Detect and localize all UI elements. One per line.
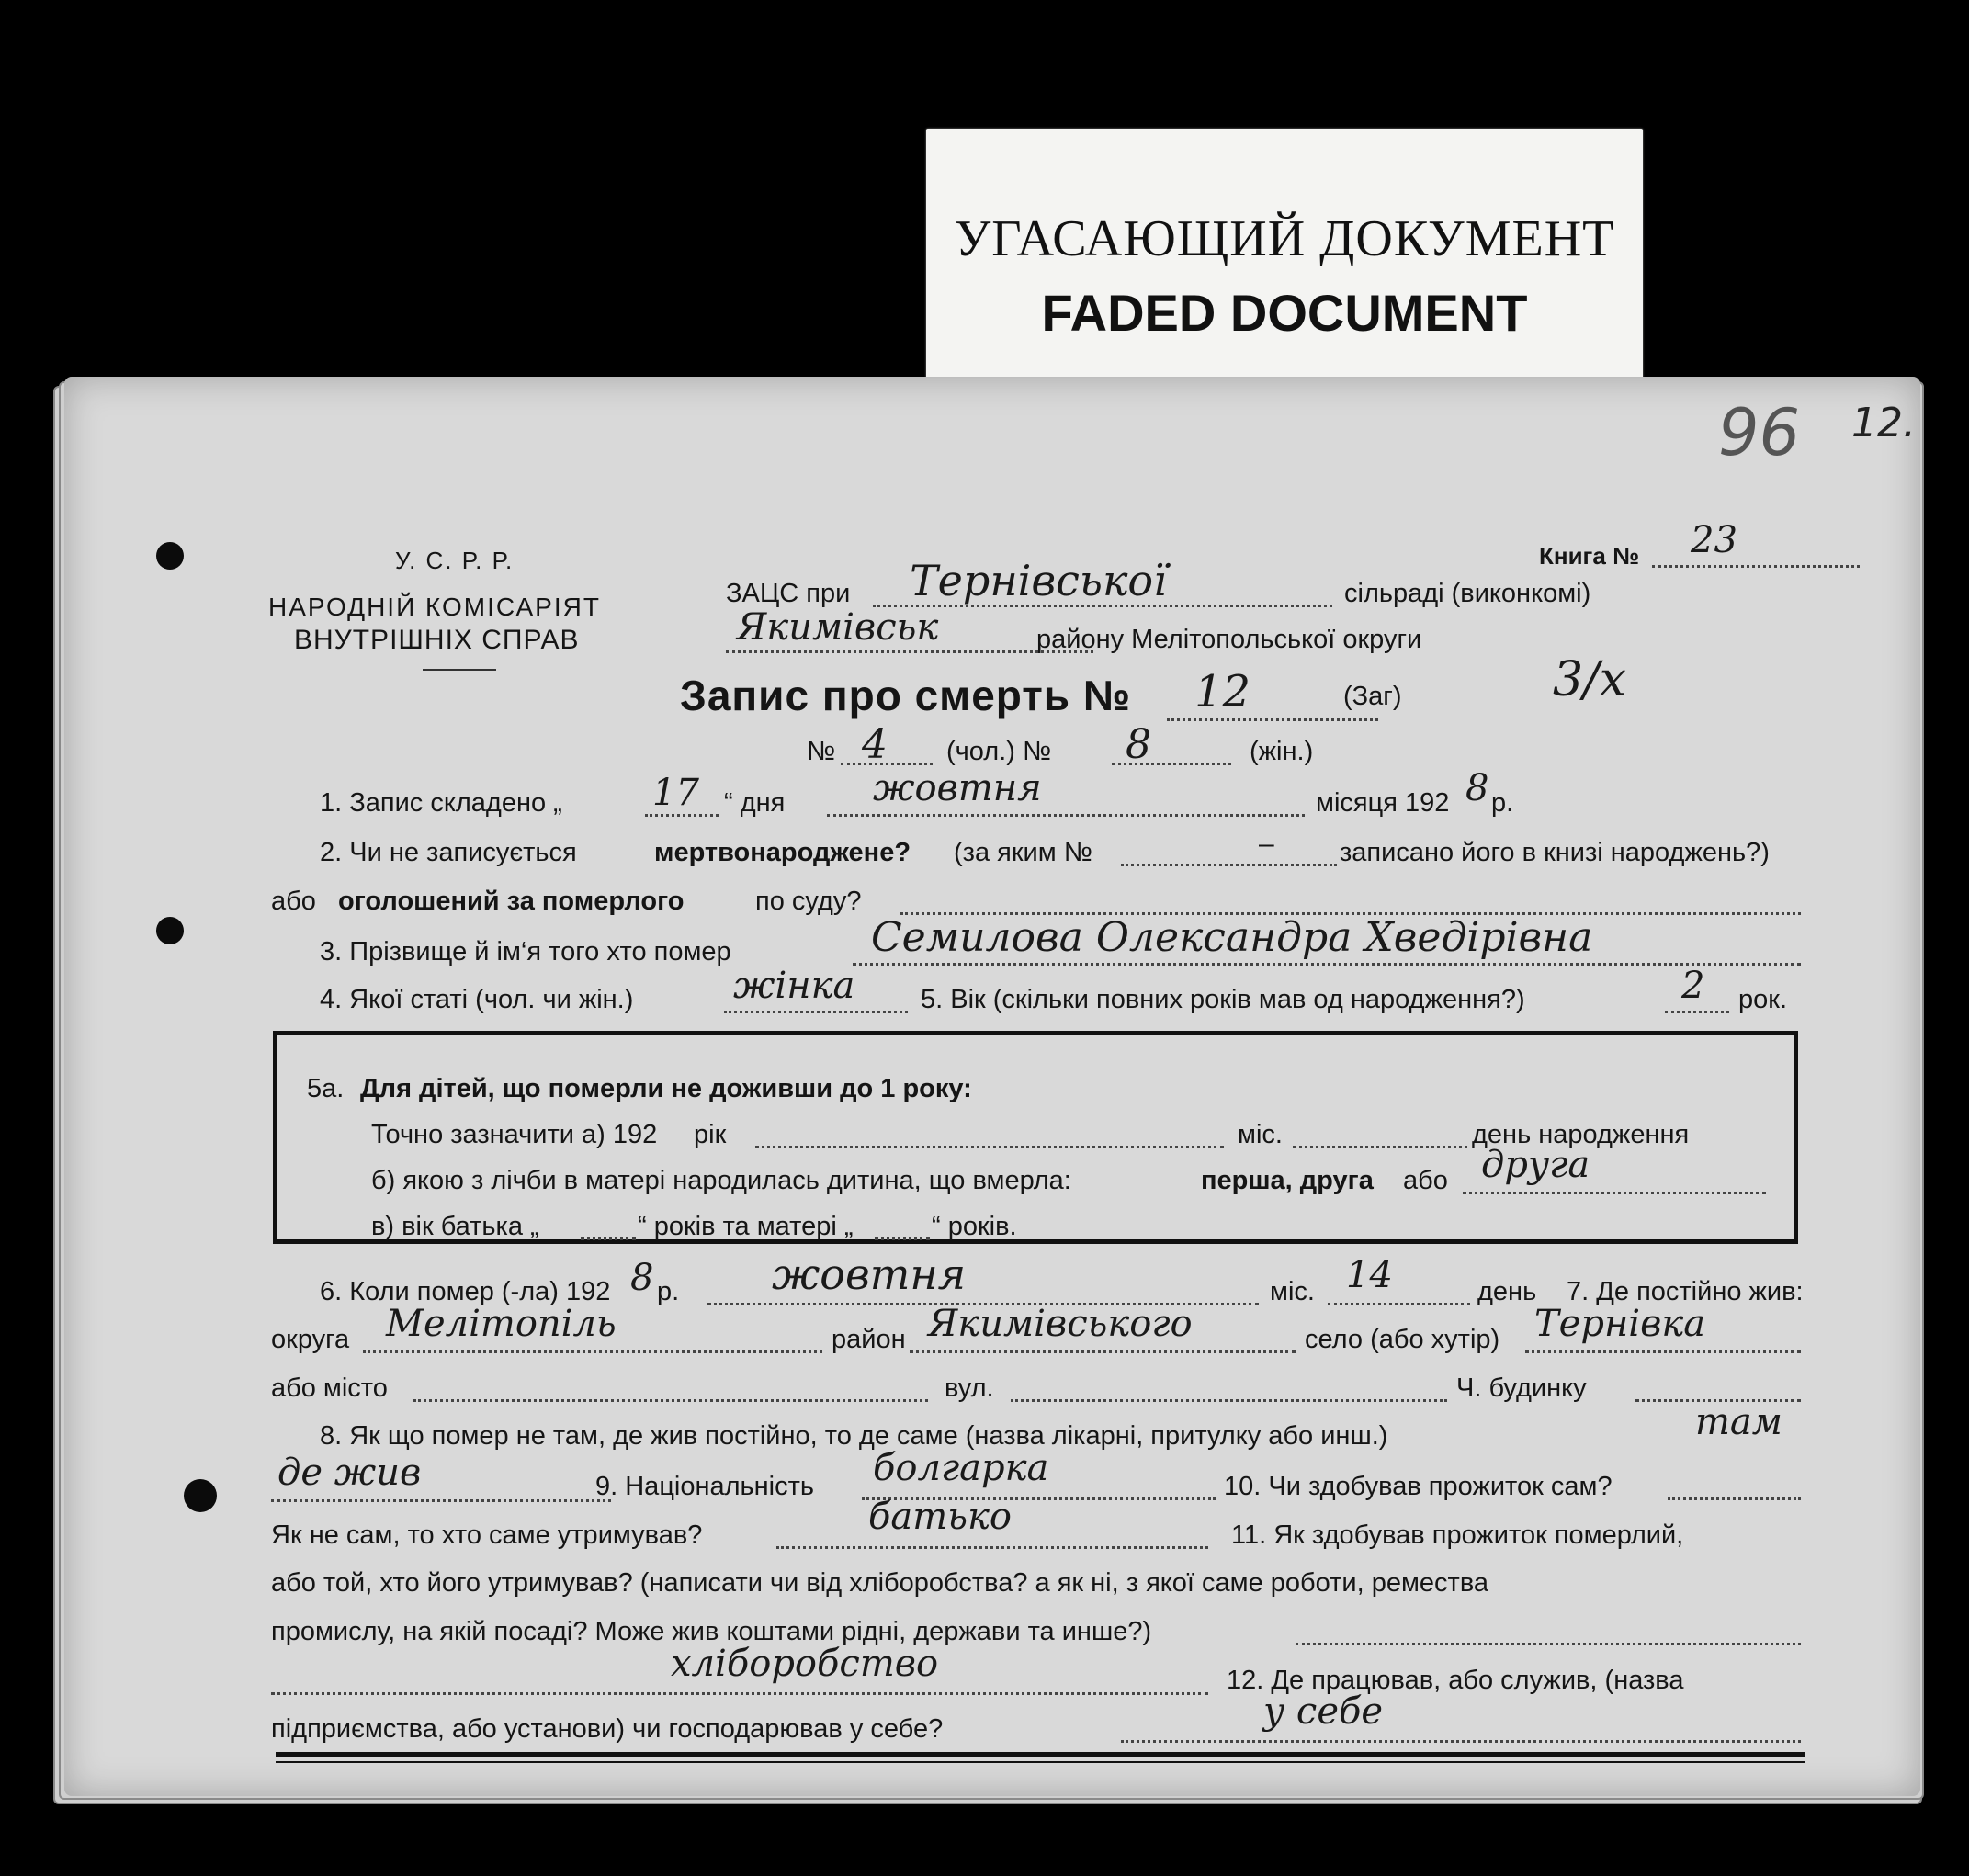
field12-label: 12. Де працював, або служив, (назва [1227, 1666, 1684, 1695]
label-english: FADED DOCUMENT [1041, 284, 1528, 342]
box-line-a-suffix: день народження [1472, 1120, 1690, 1149]
box-line-c-mid: “ років та матері „ [638, 1212, 854, 1241]
margin-note: 3/х [1553, 652, 1626, 707]
field3-value: Семилова Олександра Хведірівна [871, 914, 1593, 961]
female-number-value: 8 [1126, 721, 1151, 768]
field2b-bold: оголошений за померлого [338, 887, 685, 916]
death-record-sheet [64, 377, 1920, 1796]
punch-hole [156, 542, 184, 570]
male-number-value: 4 [862, 721, 888, 768]
zag-label: (Заг) [1343, 682, 1402, 711]
box-line-b-dots [1463, 1192, 1766, 1194]
field5-suffix: рок. [1738, 985, 1788, 1014]
commissariat-line1: НАРОДНІЙ КОМІСАРІЯТ [268, 593, 601, 621]
raion-value: Якимівськ [737, 606, 939, 649]
field6-mid2: міс. [1270, 1277, 1315, 1306]
box-line-b-mid: або [1403, 1166, 1448, 1195]
record-number-value: 12 [1194, 666, 1251, 718]
field11-dots1 [1296, 1643, 1801, 1645]
field6-prefix: 6. Коли помер (-ла) 192 [320, 1277, 611, 1306]
okruha-dots [363, 1350, 822, 1353]
selo-dots [1525, 1350, 1801, 1353]
children-under-one-box [273, 1031, 1798, 1244]
field11-line3: промислу, на якій посаді? Може жив коштами рідні, держави та инше?) [271, 1617, 1152, 1646]
field1-day-value: 17 [652, 772, 699, 814]
field4-label: 4. Якої статі (чол. чи жін.) [320, 985, 634, 1014]
field5-dots [1665, 1011, 1729, 1013]
field11-line2: або той, хто його утримував? (написати чи від хліборобства? а як ні, з якої саме роботи, ремества [271, 1568, 1489, 1598]
field6-day-value: 14 [1346, 1254, 1393, 1296]
raion2-value: Якимівського [928, 1303, 1193, 1345]
field2-mid: (за яким № [954, 838, 1092, 867]
field11-label: 11. Як здобував прожиток померлий, [1231, 1520, 1684, 1550]
male-number-label: № [807, 737, 836, 766]
misto-label: або місто [271, 1373, 388, 1403]
field8-value-a: там [1695, 1401, 1782, 1443]
field5-value: 2 [1681, 965, 1705, 1007]
commissariat-line2: ВНУТРІШНІХ СПРАВ [294, 625, 580, 655]
book-dots [1652, 565, 1860, 568]
field1-month-dots [827, 814, 1305, 817]
selo-label: село (або хутір) [1305, 1325, 1500, 1354]
raion2-dots [910, 1350, 1296, 1353]
box-line-a-prefix: Точно зазначити а) 192 [371, 1120, 658, 1149]
okruha-value: Мелітопіль [386, 1303, 617, 1345]
label-russian: УГАСАЮЩИЙ ДОКУМЕНТ [954, 210, 1615, 267]
field7-label: 7. Де постійно жив: [1567, 1277, 1804, 1306]
header-underline [423, 669, 496, 671]
field11-value: хліборобство [671, 1643, 939, 1685]
field4-value: жінка [733, 965, 855, 1007]
field8-value-b: де жив [277, 1452, 422, 1494]
field1-end: р. [1491, 788, 1514, 818]
selo-value: Тернівка [1534, 1303, 1706, 1345]
field1-day-dots [645, 814, 719, 817]
field11-dots2 [271, 1692, 1208, 1695]
field6-month-value: жовтня [772, 1249, 967, 1299]
box-line-a-dots1 [755, 1146, 1224, 1148]
field4-dots [724, 1011, 908, 1013]
pencil-folio-number: 96 [1718, 395, 1801, 470]
field1-mid: “ дня [724, 788, 786, 818]
budynok-label: Ч. будинку [1456, 1373, 1587, 1403]
misto-dots [413, 1399, 928, 1402]
book-label: Книга № [1539, 542, 1640, 570]
okruha-label: округа [271, 1325, 350, 1354]
box-line-b-prefix: б) якою з лічби в матері народилась дитина, що вмерла: [371, 1166, 1071, 1195]
male-number-suffix: (чол.) № [946, 737, 1052, 766]
field6-day-dots [1328, 1303, 1470, 1305]
field6-mid: р. [657, 1277, 680, 1306]
field8-label: 8. Як що помер не там, де жив постійно, то де саме (назва лікарні, притулку або инш.) [320, 1421, 1388, 1451]
punch-hole [184, 1479, 217, 1512]
box-line-c-suffix: “ років. [932, 1212, 1017, 1241]
field2-dash: – [1259, 829, 1274, 859]
field6-suffix: день [1477, 1277, 1537, 1306]
book-number-value: 23 [1691, 519, 1737, 561]
female-number-suffix: (жін.) [1250, 737, 1314, 766]
field9-label: 9. Національність [595, 1472, 815, 1501]
field1-suffix: місяця 192 [1316, 788, 1450, 818]
box-title: Для дітей, що померли не доживши до 1 року: [360, 1074, 972, 1103]
field2-bold: мертвонароджене? [654, 838, 911, 867]
box-line-c-dots2 [875, 1237, 930, 1240]
field9-value: болгарка [873, 1447, 1049, 1489]
vul-dots [1011, 1399, 1447, 1402]
field10b-label: Як не сам, то хто саме утримував? [271, 1520, 703, 1550]
title-dots [1167, 718, 1378, 721]
punch-hole [156, 917, 184, 944]
box-line-a-rik: рік [694, 1120, 727, 1149]
field10-dots [1668, 1497, 1801, 1500]
field2b-prefix: або [271, 887, 316, 916]
field5-label: 5. Вік (скільки повних років мав од народження?) [921, 985, 1525, 1014]
field6-year-value: 8 [630, 1257, 654, 1299]
field1-month-value: жовтня [873, 767, 1042, 809]
box-line-b-bold: перша, друга [1201, 1166, 1374, 1195]
zags-prefix: ЗАЦС при [726, 579, 851, 608]
pencil-page-number: 12. [1851, 400, 1916, 446]
bottom-rule-thick [276, 1752, 1805, 1757]
raion-label: район [832, 1325, 906, 1354]
field10b-value: батько [868, 1496, 1012, 1538]
bottom-rule-thin [276, 1761, 1805, 1763]
field12-dots [1121, 1740, 1801, 1743]
box-line-a-dots2 [1293, 1146, 1467, 1148]
box-line-a-mis: міс. [1238, 1120, 1283, 1149]
field10b-dots [776, 1546, 1208, 1549]
box-title-prefix: 5а. [307, 1074, 345, 1103]
field3-dots [853, 963, 1801, 966]
vul-label: вул. [945, 1373, 994, 1403]
zags-value: Тернівської [910, 556, 1167, 605]
raion-suffix: району Мелітопольської округи [1036, 625, 1422, 654]
box-line-b-value: друга [1481, 1144, 1590, 1186]
faded-document-label [926, 129, 1643, 395]
field2b-suffix: по суду? [755, 887, 862, 916]
field1-year-value: 8 [1465, 767, 1489, 809]
field8-dots [271, 1499, 611, 1502]
field2-prefix: 2. Чи не записується [320, 838, 577, 867]
republic-label: У. С. Р. Р. [395, 547, 515, 574]
box-line-c-dots1 [581, 1237, 636, 1240]
field10-label: 10. Чи здобував прожиток сам? [1224, 1472, 1613, 1501]
field2-dots [1121, 864, 1337, 866]
field1-prefix: 1. Запис складено „ [320, 788, 562, 818]
field3-label: 3. Прізвище й ім‘я того хто помер [320, 937, 731, 966]
field12-line2: підприємства, або установи) чи господарював у себе? [271, 1714, 944, 1744]
field12-value: у себе [1263, 1690, 1384, 1733]
box-line-c-prefix: в) вік батька „ [371, 1212, 539, 1241]
record-title: Запис про смерть № [680, 672, 1132, 719]
field2-suffix: записано його в книзі народжень?) [1340, 838, 1770, 867]
zags-suffix: сільраді (виконкомі) [1344, 579, 1591, 608]
